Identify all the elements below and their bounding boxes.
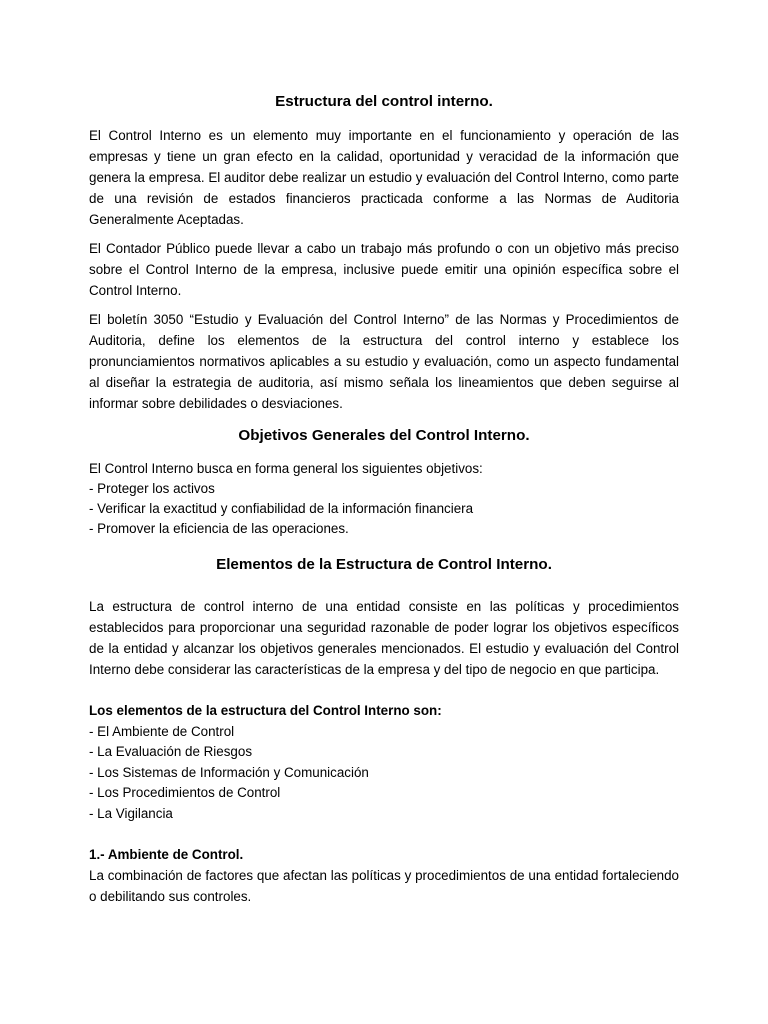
list-item: - Los Sistemas de Información y Comunicación xyxy=(89,764,369,780)
list-item: - Los Procedimientos de Control xyxy=(89,785,281,800)
ambiente-heading: 1.- Ambiente de Control. xyxy=(89,847,244,862)
list-item: - El Ambiente de Control xyxy=(89,723,235,739)
list-item: - Promover la eficiencia de las operaciones. xyxy=(89,521,349,536)
objetivos-heading: Objetivos Generales del Control Interno. xyxy=(238,427,530,444)
list-item: - La Evaluación de Riesgos xyxy=(89,744,253,759)
page-title: Estructura del control interno. xyxy=(275,93,493,110)
intro-paragraph-2: El Contador Público puede llevar a cabo un trabajo más profundo o con un objetivo más preciso sobre el Control Interno de la empresa, inclusive puede emitir una opinión específica sobre el Control Interno. xyxy=(89,241,679,298)
list-item: - Verificar la exactitud y confiabilidad de la información financiera xyxy=(89,501,474,516)
objetivos-list xyxy=(89,479,679,539)
elementos-heading: Elementos de la Estructura de Control Interno. xyxy=(216,556,552,573)
document-body xyxy=(89,92,679,907)
ambiente-text: La combinación de factores que afectan las políticas y procedimientos de una entidad fortaleciendo o debilitando sus controles. xyxy=(89,868,679,904)
objetivos-lead: El Control Interno busca en forma general los siguientes objetivos: xyxy=(89,461,483,476)
elementos-list xyxy=(89,722,679,825)
intro-paragraph-1: El Control Interno es un elemento muy importante en el funcionamiento y operación de las empresas y tiene un gran efecto en la calidad, oportunidad y veracidad de la información que genera la empresa. El auditor debe realizar un estudio y evaluación del Control Interno, como parte de una revisión de estados financieros practicada conforme a las Normas de Auditoria Generalmente Aceptadas. xyxy=(89,128,679,227)
list-item: - La Vigilancia xyxy=(89,805,173,821)
elementos-paragraph: La estructura de control interno de una entidad consiste en las políticas y procedimientos establecidos para proporcionar una seguridad razonable de poder lograr los objetivos específicos de la entidad y alcanzar los objetivos generales mencionados. El estudio y evaluación del Control Interno debe considerar las características de la empresa y del tipo de negocio en que participa. xyxy=(89,599,679,677)
intro-paragraph-3: El boletín 3050 “Estudio y Evaluación del Control Interno” de las Normas y Procedimientos de Auditoria, define los elementos de la estructura del control interno y establece los pronunciamientos normativos aplicables a su estudio y evaluación, como un aspecto fundamental al diseñar la estrategia de auditoria, así mismo señala los lineamientos que deben seguirse al informar sobre debilidades o desviaciones. xyxy=(89,312,679,411)
elementos-list-heading: Los elementos de la estructura del Control Interno son: xyxy=(89,703,442,718)
list-item: - Proteger los activos xyxy=(89,481,215,496)
